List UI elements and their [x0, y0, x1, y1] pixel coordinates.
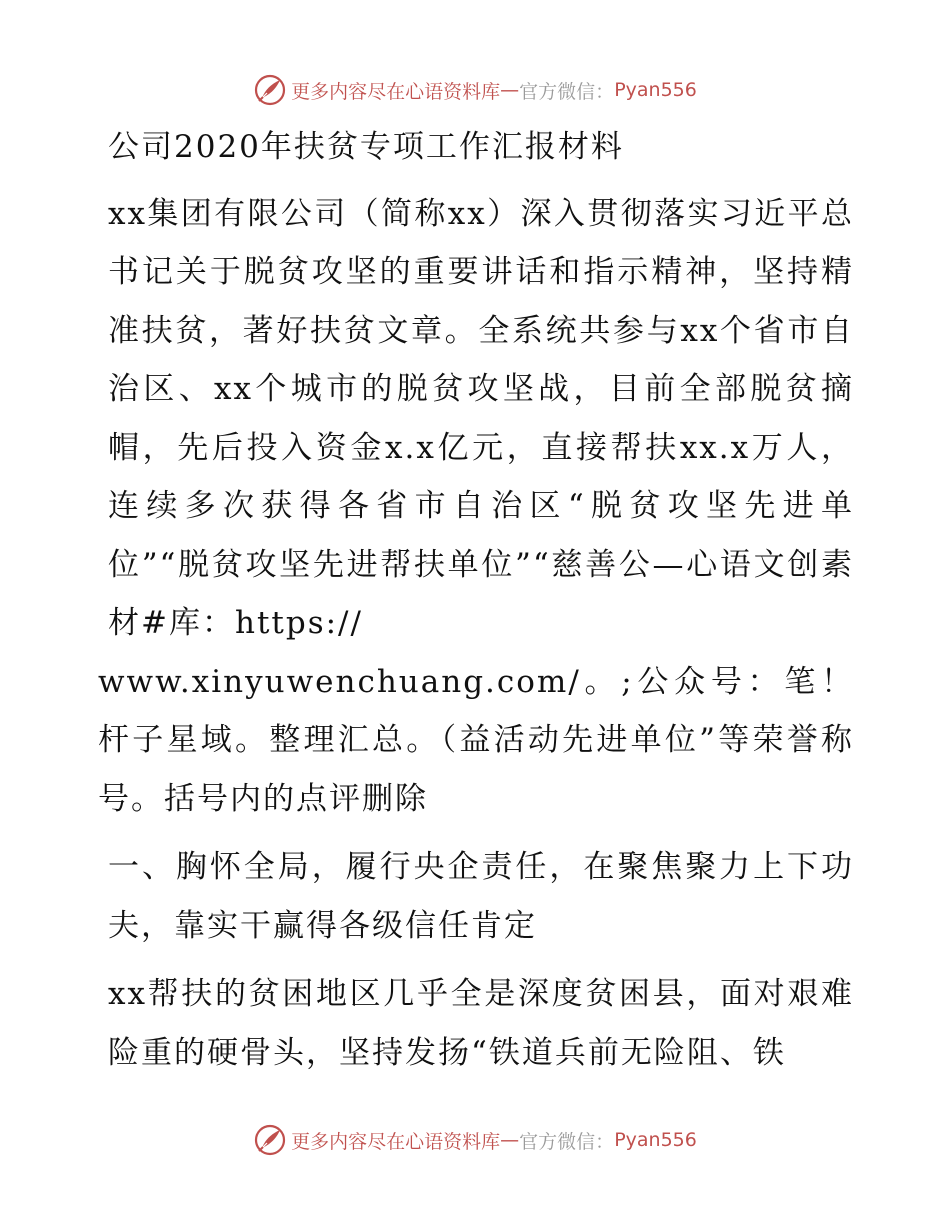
footer-main-text: 更多内容尽在心语资料库: [291, 1130, 501, 1153]
banner-handle: Pyan556: [614, 79, 697, 101]
document-body: [98, 118, 854, 1082]
document-title: 公司2020年扶贫专项工作汇报材料: [108, 129, 624, 165]
quill-pen-logo-icon: [253, 73, 287, 107]
paragraph-section-1: xx帮扶的贫困地区几乎全是深度贫困县，面对艰难险重的硬骨头，坚持发扬“铁道兵前无险阻、铁: [108, 976, 854, 1071]
header-banner: [0, 72, 950, 108]
paragraph-source: www.xinyuwenchuang.com/。;公众号：笔！杆子星域。整理汇总。（益活动先进单位”等荣誉称号。括号内的点评删除: [98, 663, 854, 817]
banner-main-text: 更多内容尽在心语资料库: [291, 80, 501, 103]
section-heading-1: 一、胸怀全局，履行央企责任，在聚焦聚力上下功夫，靠实干赢得各级信任肯定: [108, 849, 854, 944]
footer-handle: Pyan556: [614, 1129, 697, 1151]
banner-official-label: 官方微信：: [519, 80, 615, 103]
banner-separator: —: [500, 79, 520, 101]
paragraph-intro: xx集团有限公司（简称xx）深入贯彻落实习近平总书记关于脱贫攻坚的重要讲话和指示精神，坚持精准扶贫，著好扶贫文章。全系统共参与xx个省市自治区、xx个城市的脱贫攻坚战，目前全部脱贫摘帽，先后投入资金x.x亿元，直接帮扶xx.x万人，连续多次获得各省市自治区“脱贫攻坚先进单位”“脱贫攻坚先进帮扶单位”“慈善公—心语文创素材#库：https://: [108, 195, 854, 641]
quill-pen-logo-icon: [253, 1123, 287, 1157]
footer-separator: —: [500, 1129, 520, 1151]
footer-official-label: 官方微信：: [519, 1130, 615, 1153]
footer-banner: [0, 1122, 950, 1158]
